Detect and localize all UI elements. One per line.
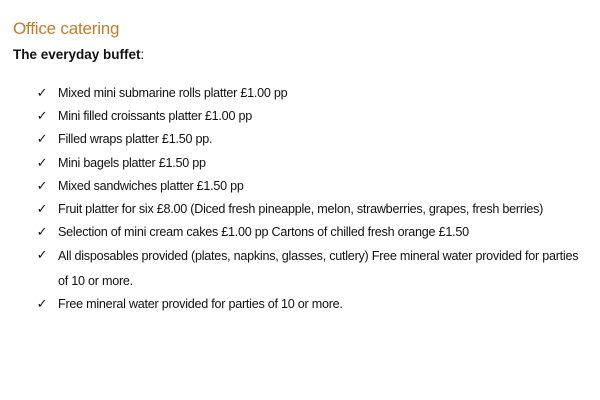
list-item [34, 175, 582, 198]
list-item-text: Fruit platter for six £8.00 (Diced fresh pineapple, melon, strawberries, grapes, fresh berries) [58, 202, 544, 217]
checkmark-icon: ✓ [36, 155, 48, 171]
section-heading [13, 46, 144, 64]
list-item [34, 128, 582, 151]
section-heading-text: The everyday buffet [13, 47, 141, 62]
checkmark-icon: ✓ [36, 109, 48, 125]
checkmark-icon: ✓ [36, 248, 48, 264]
list-item [34, 293, 582, 316]
list-item [34, 221, 582, 244]
checkmark-icon: ✓ [36, 202, 48, 218]
checkmark-icon: ✓ [36, 225, 48, 241]
page-title: Office catering [13, 19, 120, 38]
checkmark-icon: ✓ [36, 297, 48, 313]
list-item-text: Filled wraps platter £1.50 pp. [58, 132, 213, 147]
list-item-text: Mixed sandwiches platter £1.50 pp [58, 178, 244, 193]
list-item [34, 198, 582, 221]
checkmark-icon: ✓ [36, 132, 48, 148]
checkmark-icon: ✓ [36, 178, 48, 194]
checkmark-icon: ✓ [36, 86, 48, 101]
list-item [34, 82, 582, 105]
list-item [34, 244, 582, 293]
buffet-items-list [34, 82, 582, 316]
list-item-text: Mixed mini submarine rolls platter £1.00 pp [58, 86, 288, 100]
list-item [34, 105, 582, 128]
list-item-text: Mini bagels platter £1.50 pp [58, 155, 206, 170]
list-item-text: Mini filled croissants platter £1.00 pp [58, 109, 252, 124]
list-item-text: Free mineral water provided for parties of 10 or more. [58, 297, 343, 312]
section-heading-colon: : [140, 47, 145, 62]
list-item [34, 152, 582, 175]
list-item-text: All disposables provided (plates, napkins, glasses, cutlery) Free mineral water provided for parties of 10 or more. [58, 249, 579, 288]
list-item-text: Selection of mini cream cakes £1.00 pp Cartons of chilled fresh orange £1.50 [58, 225, 469, 240]
